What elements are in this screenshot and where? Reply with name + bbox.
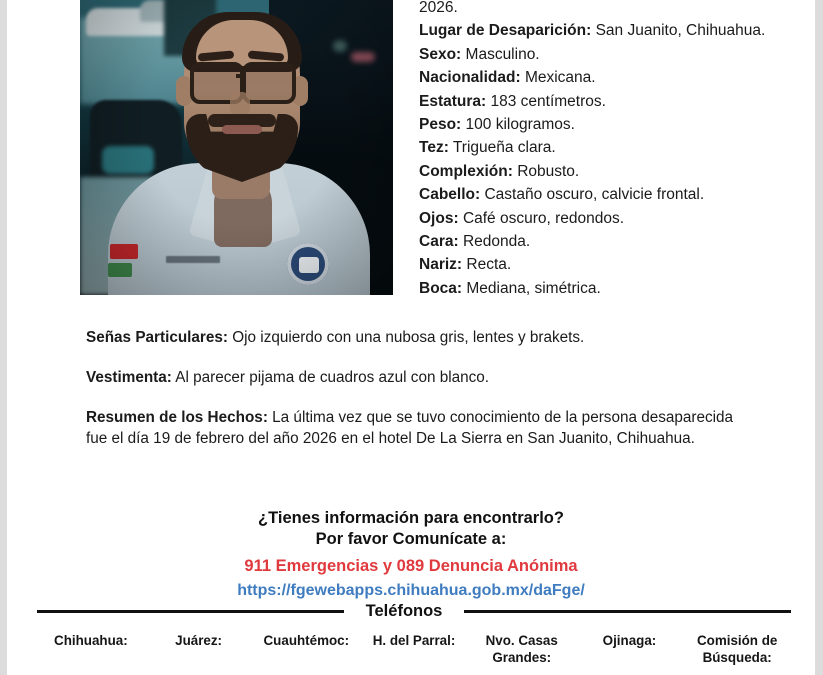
paragraph-resumen-hechos — [86, 407, 758, 449]
detail-row-peso — [419, 113, 779, 136]
detail-label-ojos: Ojos: — [419, 209, 459, 227]
detail-value-peso: 100 kilogramos. — [465, 116, 575, 134]
poster-narrative-section — [86, 327, 758, 449]
detail-row-lugar — [419, 19, 779, 42]
detail-label-sexo: Sexo: — [419, 45, 462, 63]
paragraph-label-resumen-hechos: Resumen de los Hechos: — [86, 409, 268, 426]
detail-value-complexion: Robusto. — [517, 162, 580, 180]
telefono-column-chihuahua: Chihuahua: — [54, 633, 128, 648]
detail-row-sexo — [419, 43, 779, 66]
paragraph-text-vestimenta: Al parecer pijama de cuadros azul con blanco. — [171, 369, 490, 386]
detail-label-boca: Boca: — [419, 279, 463, 297]
poster-sheet — [7, 0, 815, 675]
detail-label-estatura: Estatura: — [419, 92, 487, 110]
detail-label-tez: Tez: — [419, 139, 449, 157]
telefono-column-cuauhtemoc: Cuauhtémoc: — [263, 633, 350, 648]
telefono-column-nvo-casas-grandes: Nvo. Casas Grandes: — [485, 633, 558, 665]
detail-label-cabello: Cabello: — [419, 186, 481, 204]
call-to-action-section — [7, 508, 815, 603]
paragraph-text-senas-particulares: Ojo izquierdo con una nubosa gris, lentes y brakets. — [228, 329, 585, 346]
detail-value-cabello: Castaño oscuro, calvicie frontal. — [484, 186, 705, 204]
photo-vignette — [80, 0, 393, 295]
detail-label-cara: Cara: — [419, 233, 459, 251]
detail-row-cara — [419, 230, 779, 253]
telefono-column-ojinaga: Ojinaga: — [602, 633, 657, 648]
detail-row-estatura — [419, 90, 779, 113]
telefonos-columns — [37, 632, 791, 666]
telefonos-divider — [7, 602, 815, 621]
telefono-column-juarez: Juárez: — [175, 633, 223, 648]
detail-label-complexion: Complexión: — [419, 162, 513, 180]
detail-row-tez — [419, 136, 779, 159]
divider-rule-left — [37, 610, 344, 613]
detail-value-lugar: San Juanito, Chihuahua. — [595, 22, 766, 40]
detail-row-cabello — [419, 183, 779, 206]
paragraph-label-senas-particulares: Señas Particulares: — [86, 329, 228, 346]
cta-question: ¿Tienes información para encontrarlo? — [258, 509, 564, 527]
detail-label-nacionalidad: Nacionalidad: — [419, 69, 521, 87]
telefono-column-comision-de-busqueda: Comisión de Búsqueda: — [696, 633, 778, 665]
detail-row-truncated — [419, 0, 779, 19]
detail-value-boca: Mediana, simétrica. — [466, 279, 601, 297]
detail-row-ojos — [419, 207, 779, 230]
detail-value-nacionalidad: Mexicana. — [524, 69, 596, 87]
detail-value-sexo: Masculino. — [465, 45, 540, 63]
detail-row-nariz — [419, 253, 779, 276]
detail-value-nariz: Recta. — [466, 256, 512, 274]
paragraph-text-resumen-hechos: La última vez que se tuvo conocimiento de la persona desaparecida fue el día 19 de febrero del año 2026 en el hotel De La Sierra en San Juanito, Chihuahua. — [86, 409, 734, 447]
divider-rule-right — [464, 610, 791, 613]
detail-value-estatura: 183 centímetros. — [490, 92, 606, 110]
detail-value-ojos: Café oscuro, redondos. — [462, 209, 625, 227]
detail-truncated-value: 2026. — [419, 0, 458, 16]
detail-row-complexion — [419, 160, 779, 183]
missing-person-photo — [80, 0, 393, 295]
detail-label-peso: Peso: — [419, 116, 462, 134]
paragraph-senas-particulares — [86, 327, 758, 348]
detail-row-boca — [419, 277, 779, 300]
paragraph-vestimenta — [86, 367, 758, 388]
fge-website-link[interactable]: https://fgewebapps.chihuahua.gob.mx/daFge/ — [237, 582, 585, 599]
poster-top-section — [7, 0, 815, 300]
telefonos-section-label: Teléfonos — [365, 602, 443, 620]
detail-value-tez: Trigueña clara. — [452, 139, 556, 157]
emergency-phone-numbers: 911 Emergencias y 089 Denuncia Anónima — [244, 557, 578, 575]
detail-value-cara: Redonda. — [462, 233, 531, 251]
telefono-column-h-del-parral: H. del Parral: — [372, 633, 456, 648]
missing-person-photo-frame — [80, 0, 393, 295]
detail-row-nacionalidad — [419, 66, 779, 89]
cta-instruction: Por favor Comunícate a: — [315, 530, 507, 548]
paragraph-label-vestimenta: Vestimenta: — [86, 369, 172, 386]
person-details-list — [419, 0, 779, 300]
detail-label-nariz: Nariz: — [419, 256, 463, 274]
detail-label-lugar: Lugar de Desaparición: — [419, 22, 592, 40]
